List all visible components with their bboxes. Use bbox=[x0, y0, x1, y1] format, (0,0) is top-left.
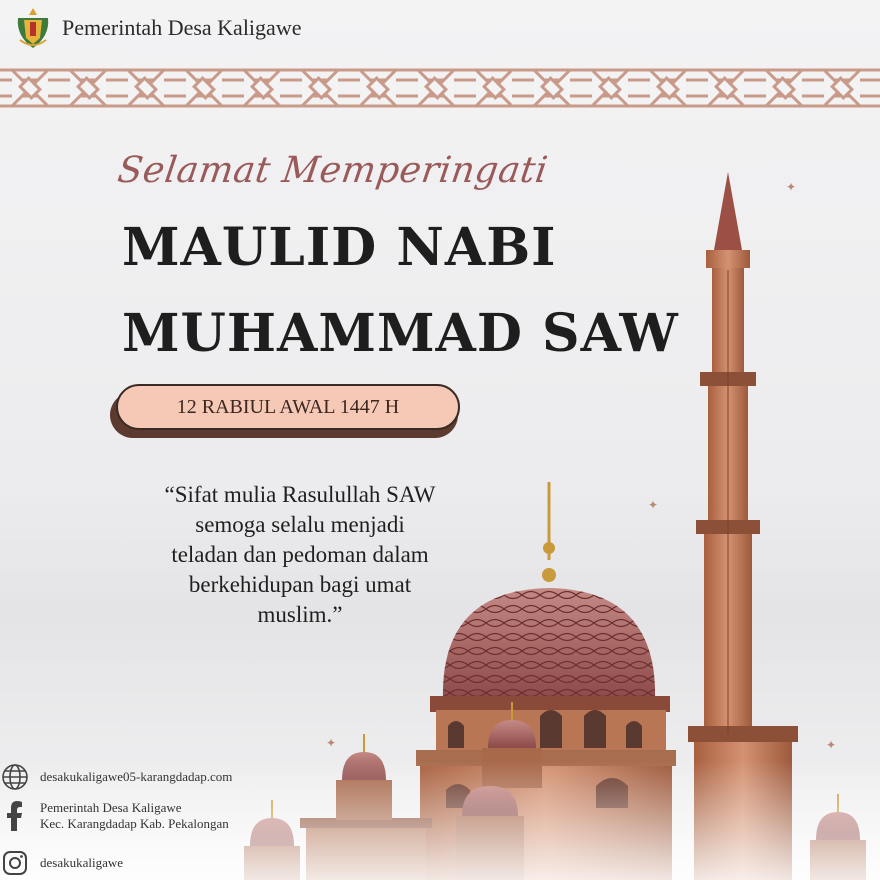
facebook-line-1: Pemerintah Desa Kaligawe bbox=[40, 800, 182, 815]
contact-website bbox=[0, 762, 232, 792]
globe-icon bbox=[0, 762, 30, 792]
title-line-2: MUHAMMAD SAW bbox=[122, 303, 679, 364]
date-badge bbox=[116, 384, 460, 430]
quote-line: berkehidupan bagi umat bbox=[188, 572, 412, 597]
date-badge-text: 12 RABIUL AWAL 1447 H bbox=[176, 395, 400, 418]
quote-line: “Sifat mulia Rasulullah SAW bbox=[164, 482, 436, 507]
sparkle-icon: ✦ bbox=[326, 736, 337, 750]
facebook-icon bbox=[0, 801, 30, 831]
quote-line: teladan dan pedoman dalam bbox=[171, 542, 429, 567]
contact-facebook bbox=[0, 800, 229, 832]
org-name: Pemerintah Desa Kaligawe bbox=[62, 15, 302, 40]
facebook-line-2: Kec. Karangdadap Kab. Pekalongan bbox=[40, 816, 229, 831]
instagram-icon bbox=[0, 848, 30, 878]
sparkle-icon: ✦ bbox=[826, 738, 837, 752]
quote-line: semoga selalu menjadi bbox=[195, 512, 405, 537]
greeting-script: Selamat Memperingati bbox=[115, 150, 551, 191]
facebook-text bbox=[40, 800, 229, 832]
sparkle-icon: ✦ bbox=[648, 498, 659, 512]
quote-line: muslim.” bbox=[257, 602, 343, 627]
quote-block bbox=[120, 480, 480, 630]
contact-instagram bbox=[0, 848, 123, 878]
instagram-text: desakukaligawe bbox=[40, 855, 124, 870]
website-text: desakukaligawe05-karangdadap.com bbox=[40, 769, 233, 784]
sparkle-icon: ✦ bbox=[786, 180, 797, 194]
title-line-1: MAULID NABI bbox=[122, 217, 557, 278]
